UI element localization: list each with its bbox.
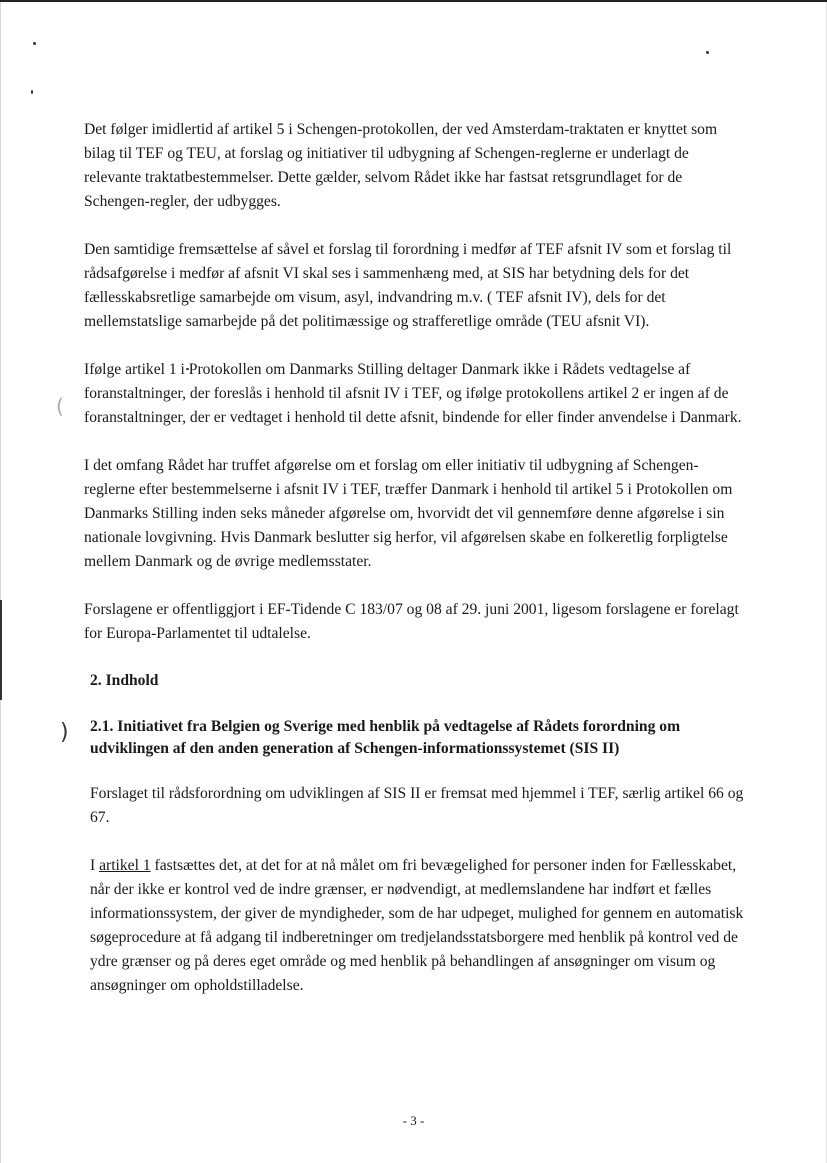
- article-text: fastsættes det, at det for at nå målet om fri bevægelighed for personer inden for Fællesskabet, når der ikke er kontrol ved de indre grænser, er nødvendigt, at medlemslandene har indført et fælles informationssystem, der giver de myndigheder, som de har udpeget, mulighed for gennem en automatisk søgeprocedure at få adgang til indberetninger om tredjelandsstatsborgere med henblik på kontrol ved de ydre grænser og på deres eget område og med henblik på behandlingen af ansøgninger om visum og ansøgninger om opholdstilladelse.: [90, 857, 744, 994]
- article-lead: I: [90, 857, 100, 874]
- scan-speck: [706, 51, 709, 54]
- paragraph: Forslagene er offentliggjort i EF-Tidende C 183/07 og 08 af 29. juni 2001, ligesom forslagene er forelagt for Europa-Parlamentet til udtalelse.: [84, 601, 739, 642]
- subsection-heading: 2.1. Initiativet fra Belgien og Sverige med henblik på vedtagelse af Rådets forordning om udviklingen af den anden generation af Schengen-informationssystemet (SIS II): [90, 718, 681, 757]
- scan-speck: [33, 42, 36, 45]
- article-paragraph: [84, 854, 744, 998]
- top-border: [0, 0, 827, 2]
- section-heading: 2. Indhold: [90, 672, 159, 689]
- document-body: [84, 118, 744, 1022]
- paragraph: Det følger imidlertid af artikel 5 i Schengen-protokollen, der ved Amsterdam-traktaten er knyttet som bilag til TEF og TEU, at forslag og initiativer til udbygning af Schengen-reglerne er underlagt de relevante traktatbestemmelser. Dette gælder, selvom Rådet ikke har fastsat retsgrundlaget for de Schengen-regler, der udbygges.: [84, 121, 718, 210]
- article-reference: artikel 1: [99, 857, 151, 874]
- punch-hole-mark: ): [60, 720, 69, 745]
- paragraph: Forslaget til rådsforordning om udviklingen af SIS II er fremsat med hjemmel i TEF, særlig artikel 66 og 67.: [90, 785, 744, 826]
- page-number: - 3 -: [402, 1113, 425, 1128]
- scan-speck: [31, 90, 33, 94]
- punch-hole-mark: (: [56, 394, 64, 418]
- paragraph: Den samtidige fremsættelse af såvel et forslag til forordning i medfør af TEF afsnit IV som et forslag til rådsafgørelse i medfør af afsnit VI skal ses i sammenhæng med, at SIS har betydning dels for det fællesskabsretlige samarbejde om visum, asyl, indvandring m.v. ( TEF afsnit IV), dels for det mellemstatslige samarbejde på det politimæssige og strafferetlige område (TEU afsnit VI).: [84, 241, 732, 330]
- left-scan-shadow: [0, 600, 2, 700]
- left-page-edge: [0, 2, 1, 1163]
- paragraph: Ifølge artikel 1 i Protokollen om Danmarks Stilling deltager Danmark ikke i Rådets vedtagelse af foranstaltninger, der foreslås i henhold til afsnit IV i TEF, og ifølge protokollens artikel 2 er ingen af de foranstaltninger, der er vedtaget i henhold til dette afsnit, bindende for eller finder anvendelse i Danmark.: [84, 361, 742, 426]
- paragraph: I det omfang Rådet har truffet afgørelse om et forslag om eller initiativ til udbygning af Schengen-reglerne efter bestemmelserne i afsnit IV i TEF, træffer Danmark i henhold til artikel 5 i Protokollen om Danmarks Stilling inden seks måneder afgørelse om, hvorvidt det vil gennemføre denne afgørelse i sin nationale lovgivning. Hvis Danmark beslutter sig herfor, vil afgørelsen skabe en folkeretlig forpligtelse mellem Danmark og de øvrige medlemsstater.: [84, 457, 733, 570]
